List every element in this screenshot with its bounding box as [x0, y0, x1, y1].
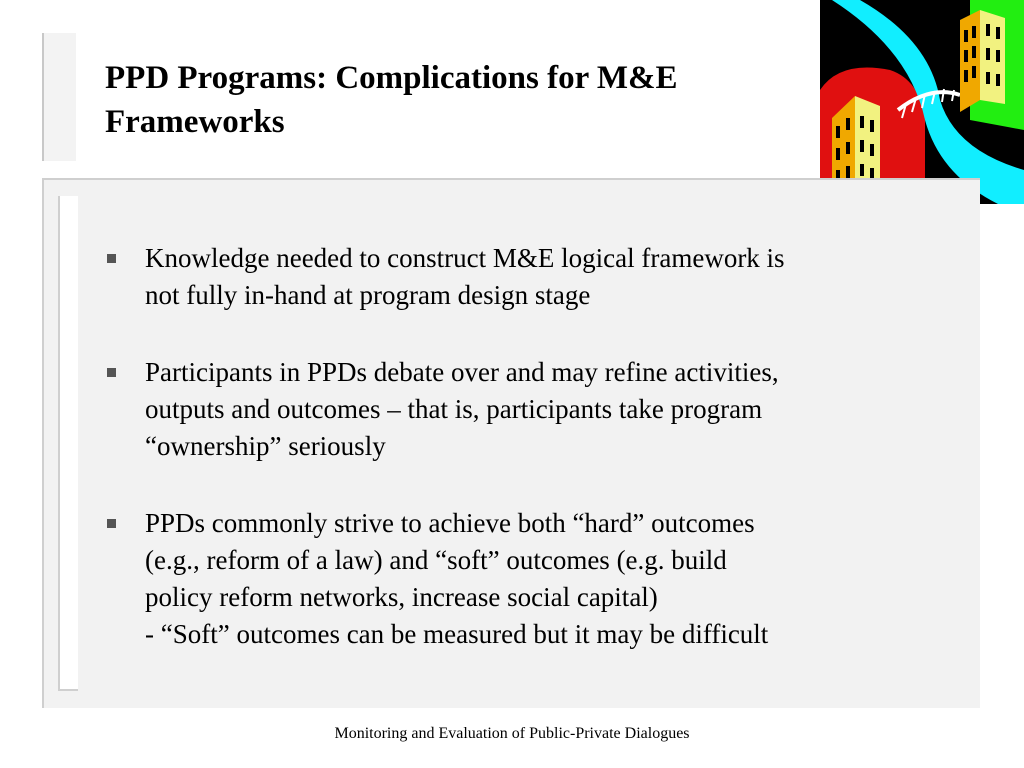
bullet-item [105, 240, 935, 314]
title-line: Frameworks [105, 104, 285, 140]
bullet-line: policy reform networks, increase social capital) [145, 582, 658, 612]
title-line: PPD Programs: Complications for M&E [105, 60, 678, 96]
bullet-line: Knowledge needed to construct M&E logical framework is [145, 243, 785, 273]
bullet-list [105, 240, 935, 693]
bullet-item [105, 354, 935, 465]
bullet-item [105, 505, 935, 653]
square-bullet-icon [107, 368, 116, 377]
square-bullet-icon [107, 519, 116, 528]
slide-footer: Monitoring and Evaluation of Public-Private Dialogues [334, 725, 690, 742]
bullet-line: Participants in PPDs debate over and may refine activities, [145, 357, 779, 387]
bullet-line: not fully in-hand at program design stage [145, 280, 591, 310]
decorative-bar-inner [58, 196, 78, 691]
clipart-building-right-side [960, 10, 980, 112]
clipart-building-right-front [980, 10, 1005, 104]
square-bullet-icon [107, 254, 116, 263]
bullet-line: PPDs commonly strive to achieve both “hard” outcomes [145, 508, 755, 538]
bullet-line: (e.g., reform of a law) and “soft” outcomes (e.g. build [145, 545, 727, 575]
bullet-line: - “Soft” outcomes can be measured but it may be difficult [145, 619, 769, 649]
decorative-bar-top [42, 33, 76, 161]
bullet-line: outputs and outcomes – that is, participants take program [145, 394, 763, 424]
slide-title [105, 56, 805, 144]
bullet-line: “ownership” seriously [145, 431, 386, 461]
buildings-bridge-icon [820, 0, 1024, 204]
